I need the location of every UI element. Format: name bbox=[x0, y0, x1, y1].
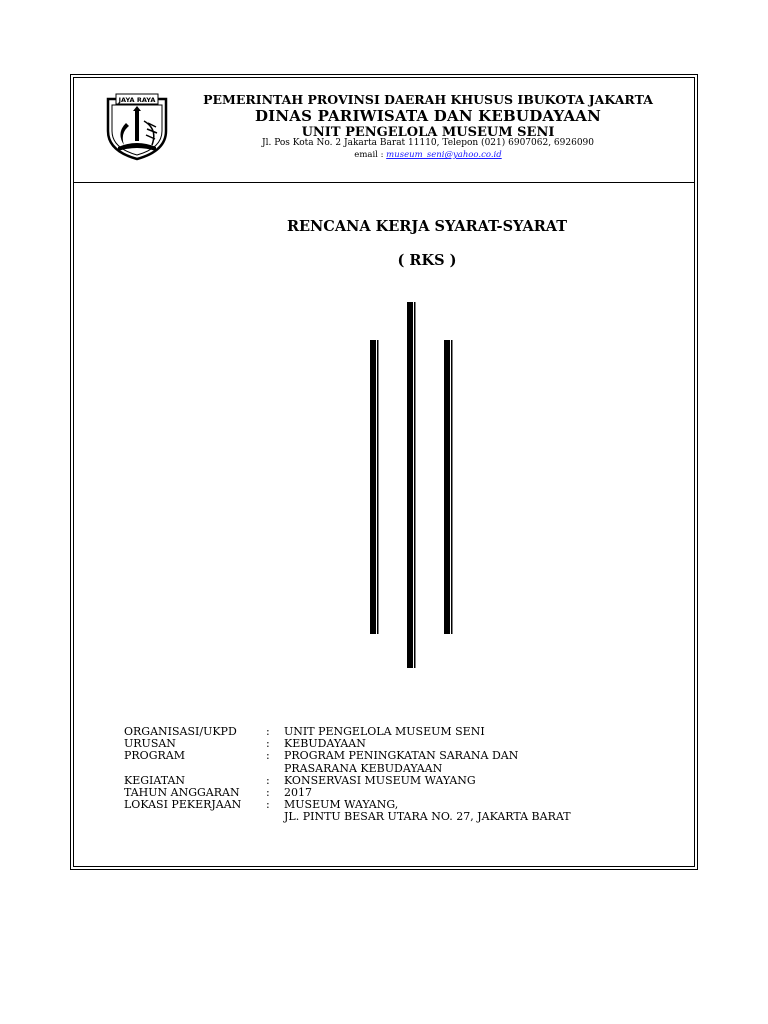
email-label: email : bbox=[354, 150, 384, 160]
detail-colon: : bbox=[266, 725, 270, 738]
document-title: RENCANA KERJA SYARAT-SYARAT bbox=[286, 218, 568, 235]
detail-label: TAHUN ANGGARAN bbox=[124, 785, 240, 799]
detail-label: ORGANISASI/UKPD bbox=[124, 725, 237, 738]
detail-value: JL. PINTU BESAR UTARA NO. 27, JAKARTA BARAT bbox=[284, 810, 571, 824]
detail-label: PROGRAM bbox=[124, 749, 185, 763]
detail-value: PRASARANA KEBUDAYAAN bbox=[284, 761, 443, 775]
detail-colon: : bbox=[266, 737, 270, 751]
detail-colon: : bbox=[266, 773, 270, 787]
detail-label: URUSAN bbox=[124, 737, 176, 751]
header-divider bbox=[73, 182, 695, 183]
header-email-line bbox=[178, 150, 678, 160]
email-link[interactable]: museum_seni@yahoo.co.id bbox=[386, 150, 502, 160]
svg-text:JAYA RAYA: JAYA RAYA bbox=[118, 96, 156, 104]
detail-value: MUSEUM WAYANG, bbox=[284, 798, 399, 812]
detail-colon: : bbox=[266, 798, 270, 812]
center-bar bbox=[407, 302, 413, 668]
detail-value: UNIT PENGELOLA MUSEUM SENI bbox=[284, 725, 485, 738]
detail-value: KONSERVASI MUSEUM WAYANG bbox=[284, 773, 476, 787]
right-bar bbox=[444, 340, 450, 634]
decorative-bars bbox=[360, 300, 460, 672]
detail-value: KEBUDAYAAN bbox=[284, 737, 366, 751]
detail-colon: : bbox=[266, 785, 270, 799]
header-unit: UNIT PENGELOLA MUSEUM SENI bbox=[301, 125, 555, 140]
detail-value: 2017 bbox=[284, 785, 312, 799]
header-address: Jl. Pos Kota No. 2 Jakarta Barat 11110, Telepon (021) 6907062, 6926090 bbox=[261, 138, 595, 148]
detail-label: LOKASI PEKERJAAN bbox=[124, 798, 242, 812]
left-bar bbox=[370, 340, 376, 634]
detail-colon: : bbox=[266, 749, 270, 763]
header-agency: DINAS PARIWISATA DAN KEBUDAYAAN bbox=[254, 107, 602, 125]
detail-value: PROGRAM PENINGKATAN SARANA DAN bbox=[284, 749, 519, 763]
jakarta-emblem-logo bbox=[102, 93, 172, 161]
document-subtitle: ( RKS ) bbox=[397, 252, 457, 269]
detail-label: KEGIATAN bbox=[124, 773, 186, 787]
header-government: PEMERINTAH PROVINSI DAERAH KHUSUS IBUKOTA JAKARTA bbox=[203, 92, 653, 107]
